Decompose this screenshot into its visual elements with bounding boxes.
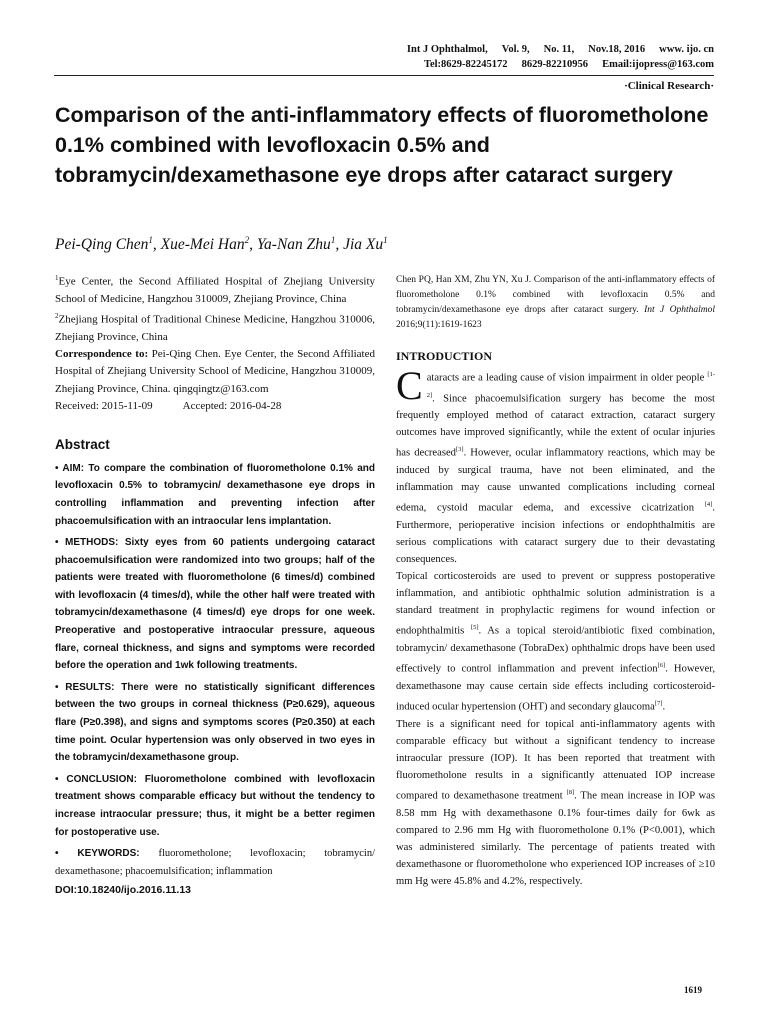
affiliation-2: $^2$Zhejiang Hospital of Traditional Chinese Medicine, Hangzhou 310006, Zhejiang Province, China bbox=[55, 312, 375, 343]
abstract-keywords bbox=[55, 845, 375, 880]
introduction-heading: INTRODUCTION bbox=[396, 349, 493, 363]
received-dates bbox=[55, 398, 375, 415]
page-number: 1619 bbox=[684, 985, 702, 995]
author-2: Xue-Mei Han$^2$ bbox=[160, 235, 250, 254]
abstract-aim: • AIM: To compare the combination of fluorometholone 0.1% and levofloxacin 0.5% to tobramycin/ dexamethasone eye drops in controlling inflammation and preventing infection after phacoemulsification with an intraocular lens implantation. bbox=[55, 462, 375, 527]
ref-7[interactable]: [7] bbox=[654, 699, 663, 707]
header-divider bbox=[54, 75, 714, 76]
affiliations bbox=[55, 270, 375, 398]
journal-name: Int J Ophthalmol, bbox=[406, 44, 488, 55]
ref-1-2[interactable]: [1-2] bbox=[426, 371, 715, 399]
journal-date: Nov.18, 2016 bbox=[588, 44, 646, 55]
abstract-results: • RESULTS: There were no statistically significant differences between the two groups in corneal thickness (P≥0.629), aqueous flare (P≥0.398), and signs and symptoms scores (P≥0.350) at each time point. Ocular hypertension was only observed in two eyes in the tobramycin/dexamethasone group. bbox=[55, 681, 375, 764]
citation bbox=[396, 273, 715, 333]
accepted-date: Accepted: 2016-04-28 bbox=[182, 399, 282, 412]
correspondence: Correspondence to: Pei-Qing Chen. Eye Center, the Second Affiliated Hospital of Zhejiang University School of Medicine, Hangzhou 310009, Zhejiang Province, China. qingqingtz@163.com bbox=[55, 348, 375, 395]
author-3: Ya-Nan Zhu$^1$ bbox=[256, 235, 336, 254]
journal-header bbox=[393, 42, 714, 72]
ref-8[interactable]: [8] bbox=[566, 788, 575, 796]
journal-number: No. 11, bbox=[543, 44, 575, 55]
author-4: Jia Xu$^1$ bbox=[343, 235, 388, 254]
ref-5[interactable]: [5] bbox=[470, 624, 479, 632]
intro-paragraph-1: Cataracts are a leading cause of vision impairment in older people [1-2]. Since phacoemulsification surgery has become the most frequently employed method of cataract extraction, cataract surgery outcomes have improved significantly, while the extent of ocular injuries has decreased[3]. However, ocular inflammatory reactions, which may be induced by surgical trauma, have not been eliminated, and the inflammation may cause unwanted complications including corneal edema, cystoid macular edema, and excessive cicatrization [4]. Furthermore, perioperative incision infections or endophthalmitis are serious complications with cataract surgery due to their devastating consequences. bbox=[396, 363, 715, 566]
abstract-methods: • METHODS: Sixty eyes from 60 patients undergoing cataract phacoemulsification were randomized into two groups; half of the patients were treated with fluorometholone (6 times/d) combined with levofloxacin (4 times/d), while the other half were treated with tobramycin/dexamethasone (4 times/d) eye drops for one week. Preoperative and postoperative intraocular pressure, aqueous flare, corneal thickness, and signs and symptoms were recorded before the operation and 1wk following treatments. bbox=[55, 537, 375, 672]
journal-volume: Vol. 9, bbox=[501, 44, 530, 55]
intro-paragraph-2: Topical corticosteroids are used to prevent or suppress postoperative inflammation, and antibiotic ophthalmic solution administration is a standard treatment in prophylactic regimens for wound infection or endophthalmitis [5]. As a topical steroid/antibiotic fixed combination, tobramycin/ dexamethasone (TobraDex) ophthalmic drops have been used effectively to control inflammation and prevent infection[6]. However, dexamethasone may cause certain side effects including corticosteroid-induced ocular hypertension (OHT) and secondary glaucoma[7]. bbox=[396, 571, 716, 713]
journal-email[interactable]: Email:ijopress@163.com bbox=[602, 59, 714, 70]
keywords-label: • KEYWORDS: bbox=[55, 848, 140, 860]
header-row-1 bbox=[393, 42, 714, 57]
journal-tel2: 8629-82210956 bbox=[521, 59, 589, 70]
affiliation-1: $^1$Eye Center, the Second Affiliated Hospital of Zhejiang University School of Medicine, Hangzhou 310009, Zhejiang Province, China bbox=[55, 274, 375, 305]
received-date: Received: 2015-11-09 bbox=[55, 399, 153, 412]
author-list: Pei-Qing Chen$^1$, Xue-Mei Han$^2$, Ya-Nan Zhu$^1$, Jia Xu$^1$ bbox=[55, 235, 388, 254]
author-1: Pei-Qing Chen$^1$ bbox=[55, 235, 153, 254]
citation-details: 2016;9(11):1619-1623 bbox=[396, 320, 482, 330]
journal-website[interactable]: www. ijo. cn bbox=[659, 44, 714, 55]
ref-3[interactable]: [3] bbox=[455, 446, 464, 454]
ref-4[interactable]: [4] bbox=[704, 501, 713, 509]
drop-cap: C bbox=[396, 363, 423, 408]
citation-text: Chen PQ, Han XM, Zhu YN, Xu J. Comparison of the anti-inflammatory effects of fluorometholone 0.1% combined with levofloxacin 0.5% and tobramycin/dexamethasone eye drops after cataract surgery. bbox=[396, 275, 715, 315]
right-column bbox=[396, 273, 715, 890]
intro-paragraph-3: There is a significant need for topical anti-inflammatory agents with comparable efficacy but without a significant tendency to increase intraocular pressure (IOP). It has been reported that treatment with fluorometholone results in a significantly attenuated IOP increase compared to dexamethasone treatment [8]. The mean increase in IOP was 8.58 mm Hg with dexamethasone 0.1% four-times daily for 6wk as compared to 2.96 mm Hg with fluorometholone 0.1% (P<0.001), which was administered similarly. The percentage of patients treated with dexamethasone or fluorometholone who experienced IOP increases of ≥10 mm Hg were 45.8% and 4.2%, respectively. bbox=[396, 718, 715, 887]
section-tag: ·Clinical Research· bbox=[624, 80, 714, 92]
left-column bbox=[55, 270, 375, 896]
header-row-2 bbox=[393, 57, 714, 72]
ref-6[interactable]: [6] bbox=[657, 662, 666, 670]
citation-journal: Int J Ophthalmol bbox=[644, 305, 716, 315]
article-title: Comparison of the anti-inflammatory effects of fluorometholone 0.1% combined with levofloxacin 0.5% and tobramycin/dexamethasone eye drops after cataract surgery bbox=[55, 103, 709, 187]
doi[interactable]: DOI:10.18240/ijo.2016.11.13 bbox=[55, 884, 192, 897]
introduction-body bbox=[396, 363, 716, 890]
abstract-conclusion: • CONCLUSION: Fluorometholone combined with levofloxacin treatment shows comparable efficacy but without the tendency to increase intraocular pressure; thus, it might be a better regimen for postoperative use. bbox=[55, 773, 375, 838]
journal-tel: Tel:8629-82245172 bbox=[423, 59, 508, 70]
keywords-text: fluorometholone; levofloxacin; tobramycin/ dexamethasone; phacoemulsification; inflammation bbox=[55, 848, 375, 877]
abstract-heading: Abstract bbox=[55, 436, 110, 452]
